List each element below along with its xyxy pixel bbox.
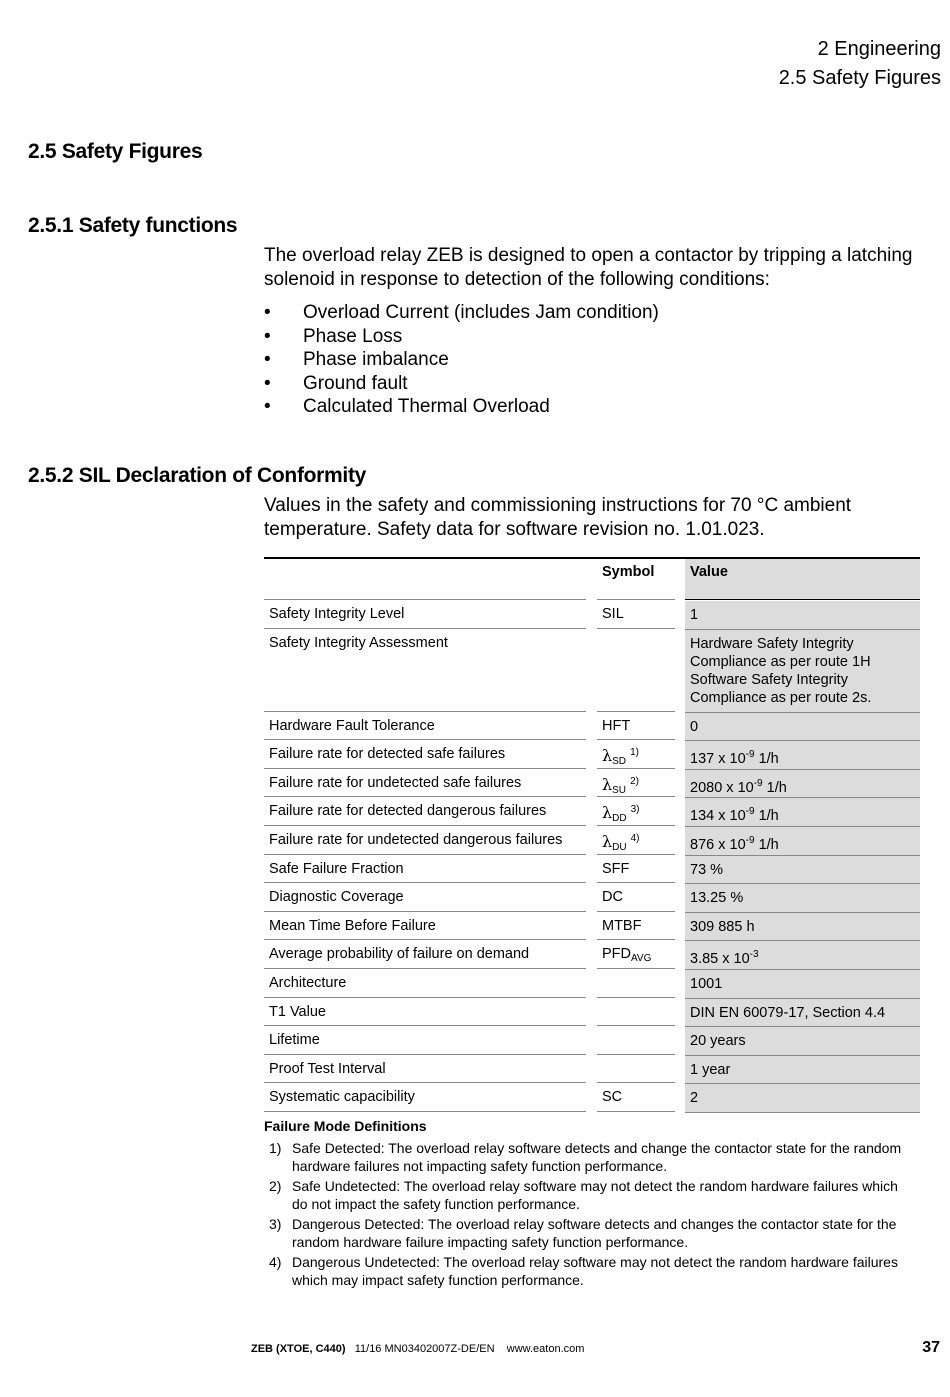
list-item: • Ground fault bbox=[264, 372, 408, 394]
row-label: Average probability of failure on demand bbox=[264, 941, 586, 969]
row-value: 73 % bbox=[685, 856, 920, 885]
row-value: 876 x $10^{-9}$ 1/h bbox=[685, 827, 920, 856]
page-number: 37 bbox=[922, 1339, 940, 1356]
row-label: Diagnostic Coverage bbox=[264, 884, 586, 912]
row-label: Proof Test Interval bbox=[264, 1056, 586, 1084]
row-symbol: $\lambda_{DU}$ $^{4)}$ bbox=[597, 827, 675, 855]
row-label: Lifetime bbox=[264, 1027, 586, 1055]
row-value: 2 bbox=[685, 1084, 920, 1113]
row-value: 20 years bbox=[685, 1027, 920, 1056]
row-label: Failure rate for detected safe failures bbox=[264, 741, 586, 769]
failure-modes-title: Failure Mode Definitions bbox=[264, 1118, 427, 1134]
row-label: Failure rate for undetected safe failures bbox=[264, 770, 586, 798]
row-symbol: MTBF bbox=[597, 913, 675, 941]
row-symbol: HFT bbox=[597, 713, 675, 741]
row-label: Hardware Fault Tolerance bbox=[264, 713, 586, 741]
safety-functions-intro: The overload relay ZEB is designed to open a contactor by tripping a latching solenoid in response to detection of the following conditions: bbox=[264, 245, 913, 290]
footer-url[interactable]: www.eaton.com bbox=[506, 1343, 585, 1355]
row-label: Failure rate for detected dangerous failures bbox=[264, 798, 586, 826]
row-symbol: DC bbox=[597, 884, 675, 912]
row-label: T1 Value bbox=[264, 999, 586, 1027]
row-value: 2080 x $10^{-9}$ 1/h bbox=[685, 770, 920, 799]
list-item: • Calculated Thermal Overload bbox=[264, 396, 550, 417]
row-symbol: $PFD_{AVG}$ bbox=[597, 941, 675, 969]
row-value: Hardware Safety Integrity Compliance as per route 1H Software Safety Integrity Compliance as per route 2s. bbox=[685, 630, 920, 713]
row-label: Architecture bbox=[264, 970, 586, 998]
sil-intro: Values in the safety and commissioning instructions for 70 °C ambient temperature. Safety data for software revision no. 1.01.023. bbox=[264, 495, 852, 540]
row-label: Mean Time Before Failure bbox=[264, 913, 586, 941]
row-value: 0 bbox=[685, 713, 920, 742]
row-label: Safety Integrity Level bbox=[264, 601, 586, 629]
row-label: Systematic capacibility bbox=[264, 1084, 586, 1112]
row-symbol bbox=[597, 1027, 675, 1055]
failure-mode-item: 2) Safe Undetected: The overload relay software may not detect the random hardware failures which do not impact the safety function performance. bbox=[269, 1178, 898, 1212]
row-symbol bbox=[597, 970, 675, 998]
row-symbol: $\lambda_{DD}$ $^{3)}$ bbox=[597, 798, 675, 826]
list-item: • Phase Loss bbox=[264, 325, 403, 347]
row-symbol: SIL bbox=[597, 601, 675, 629]
row-symbol bbox=[597, 630, 675, 712]
failure-mode-item: 1) Safe Detected: The overload relay software detects and change the contactor state for the random hardware failures not impacting safety function performance. bbox=[269, 1140, 902, 1174]
row-symbol: $\lambda_{SU}$ $^{2)}$ bbox=[597, 770, 675, 798]
header-cell-empty bbox=[264, 559, 586, 600]
conditions-list bbox=[264, 301, 659, 419]
header-symbol: Symbol bbox=[597, 559, 675, 600]
row-label: Failure rate for undetected dangerous failures bbox=[264, 827, 586, 855]
sil-title: 2.5.2 SIL Declaration of Conformity bbox=[28, 464, 367, 487]
list-item: • Overload Current (includes Jam condition) bbox=[264, 302, 659, 323]
footer-product: ZEB (XTOE, C440) bbox=[251, 1343, 346, 1355]
row-symbol: SFF bbox=[597, 856, 675, 884]
safety-functions-title: 2.5.1 Safety functions bbox=[28, 214, 238, 237]
row-value: 309 885 h bbox=[685, 913, 920, 942]
row-label: Safety Integrity Assessment bbox=[264, 630, 586, 712]
failure-mode-item: 4) Dangerous Undetected: The overload relay software may not detect the random hardware failures which may impact safety function performance. bbox=[269, 1254, 898, 1288]
row-value: 1 year bbox=[685, 1056, 920, 1085]
row-label: Safe Failure Fraction bbox=[264, 856, 586, 884]
page-footer bbox=[251, 1343, 584, 1355]
row-value: 1001 bbox=[685, 970, 920, 999]
failure-mode-item: 3) Dangerous Detected: The overload relay software detects and changes the contactor state for the random hardware failure impacting safety function performance. bbox=[269, 1216, 897, 1250]
row-value: 1 bbox=[685, 601, 920, 630]
row-value: 134 x $10^{-9}$ 1/h bbox=[685, 798, 920, 827]
row-value: 13.25 % bbox=[685, 884, 920, 913]
row-value: 137 x $10^{-9}$ 1/h bbox=[685, 741, 920, 770]
header-value: Value bbox=[685, 559, 920, 600]
row-symbol bbox=[597, 999, 675, 1027]
row-value: 3.85 x $10^{-3}$ bbox=[685, 941, 920, 970]
list-item: • Phase imbalance bbox=[264, 349, 449, 370]
section-title: 2.5 Safety Figures bbox=[28, 140, 203, 163]
row-symbol: $\lambda_{SD}$ $^{1)}$ bbox=[597, 741, 675, 769]
row-symbol: SC bbox=[597, 1084, 675, 1112]
running-header-section: 2.5 Safety Figures bbox=[778, 67, 941, 89]
row-symbol bbox=[597, 1056, 675, 1084]
footer-doc: 11/16 MN03402007Z-DE/EN bbox=[354, 1343, 495, 1355]
row-value: DIN EN 60079-17, Section 4.4 bbox=[685, 999, 920, 1028]
running-header-chapter: 2 Engineering bbox=[817, 38, 941, 60]
